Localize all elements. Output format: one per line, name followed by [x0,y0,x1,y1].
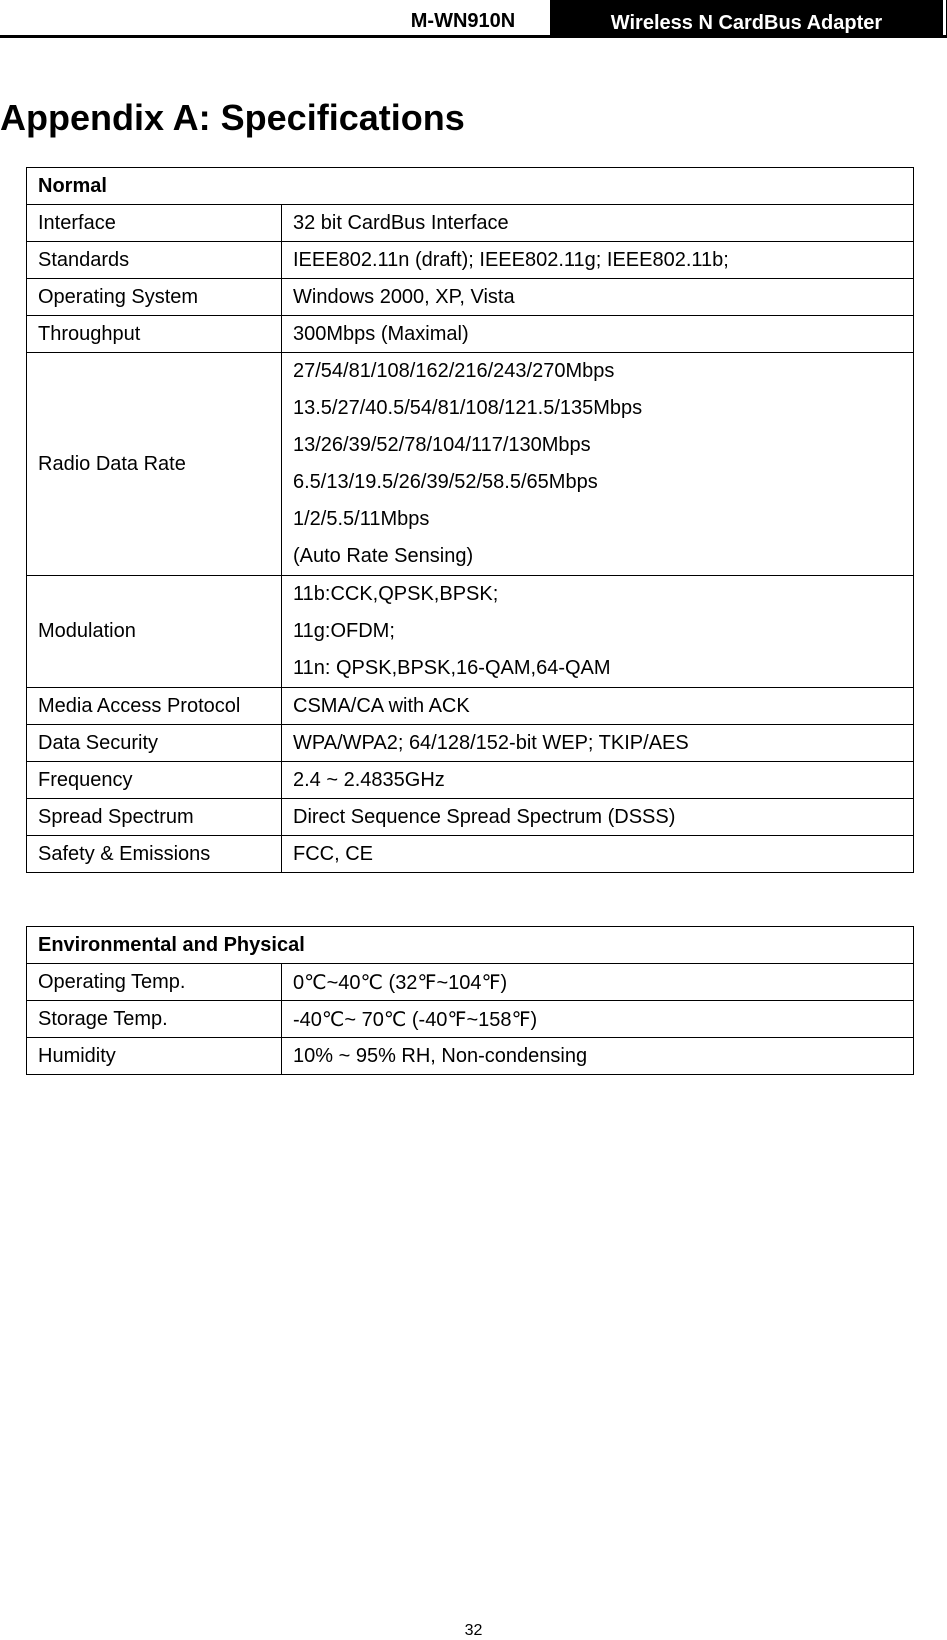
spec-value: FCC, CE [282,836,914,873]
table-row [27,242,914,279]
spec-value: Windows 2000, XP, Vista [282,279,914,316]
table-header-row [27,168,914,205]
spec-label: Humidity [27,1038,282,1075]
spec-label: Media Access Protocol [27,688,282,725]
spec-value-line: 27/54/81/108/162/216/243/270Mbps [293,360,615,382]
spec-value-list [282,576,914,688]
spec-value-line: 6.5/13/19.5/26/39/52/58.5/65Mbps [293,471,598,493]
table-row [27,688,914,725]
spec-value: Direct Sequence Spread Spectrum (DSSS) [282,799,914,836]
spec-label: Spread Spectrum [27,799,282,836]
spec-value: 32 bit CardBus Interface [282,205,914,242]
spec-value-line: 1/2/5.5/11Mbps [293,508,430,530]
spec-value: -40℃~ 70℃ (-40℉~158℉) [282,1001,914,1038]
table-row [27,1001,914,1038]
spec-value: IEEE802.11n (draft); IEEE802.11g; IEEE802.11b; [282,242,914,279]
environmental-heading: Environmental and Physical [27,927,914,964]
table-row [27,762,914,799]
spec-label: Operating Temp. [27,964,282,1001]
spec-value: 2.4 ~ 2.4835GHz [282,762,914,799]
spec-label: Interface [27,205,282,242]
table-row [27,725,914,762]
spec-value-line: 11n: QPSK,BPSK,16-QAM,64-QAM [293,657,611,679]
spec-value-line: 13.5/27/40.5/54/81/108/121.5/135Mbps [293,397,643,419]
spec-label: Modulation [27,576,282,688]
table-row [27,836,914,873]
environmental-spec-table [26,926,914,1075]
table-row [27,964,914,1001]
spec-value: WPA/WPA2; 64/128/152-bit WEP; TKIP/AES [282,725,914,762]
table-row [27,205,914,242]
spec-label: Frequency [27,762,282,799]
spec-value: 10% ~ 95% RH, Non-condensing [282,1038,914,1075]
spec-value-line: (Auto Rate Sensing) [293,545,474,567]
spec-label: Standards [27,242,282,279]
table-row [27,1038,914,1075]
spec-value: 0℃~40℃ (32℉~104℉) [282,964,914,1001]
spec-label: Throughput [27,316,282,353]
model-number: M-WN910N [410,10,516,32]
product-title: Wireless N CardBus Adapter [610,12,883,34]
page-title: Appendix A: Specifications [0,97,465,138]
spec-label: Operating System [27,279,282,316]
spec-label: Storage Temp. [27,1001,282,1038]
table-row [27,353,914,576]
page-number: 32 [464,1622,483,1639]
table-row [27,799,914,836]
table-row [27,576,914,688]
spec-label: Data Security [27,725,282,762]
spec-value-line: 13/26/39/52/78/104/117/130Mbps [293,434,591,456]
normal-heading: Normal [27,168,914,205]
table-row [27,279,914,316]
normal-spec-table [26,167,914,873]
spec-value-line: 11b:CCK,QPSK,BPSK; [293,583,499,605]
spec-value-line: 11g:OFDM; [293,620,395,642]
table-row [27,316,914,353]
table-header-row [27,927,914,964]
spec-label: Radio Data Rate [27,353,282,576]
page-header [0,0,947,38]
spec-value: CSMA/CA with ACK [282,688,914,725]
product-title-banner [550,0,943,35]
spec-label: Safety & Emissions [27,836,282,873]
spec-value-list [282,353,914,576]
spec-value: 300Mbps (Maximal) [282,316,914,353]
